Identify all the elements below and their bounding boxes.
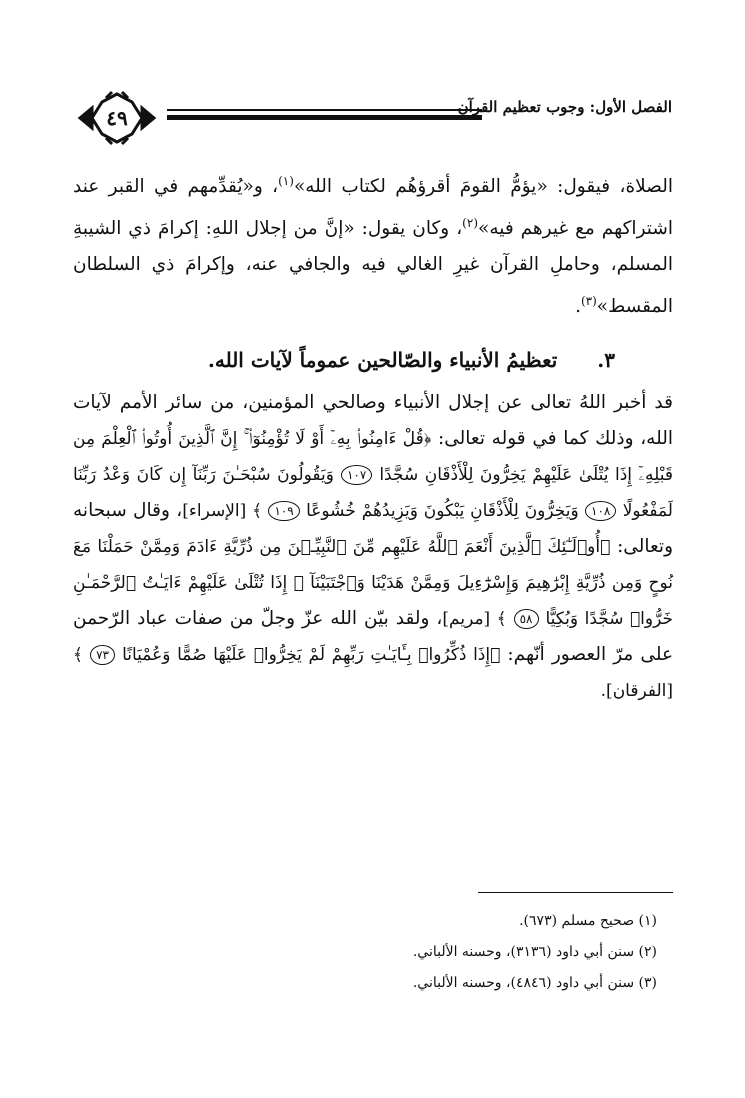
footnote-ref-2: (٢) — [462, 216, 478, 231]
p2-intro: قد أخبر اللهُ تعالى عن إجلال الأنبياء وصالحي المؤمنين، من سائر الأمم لآيات الله، وذلك كما في قوله تعالى: — [73, 392, 673, 449]
p1-line1: الصلاة، فيقول: «يؤمُّ القومَ أقرؤهُم لكتاب الله» — [293, 176, 673, 198]
quran-verse-1: ﴿قُلْ ءَامِنُوا۟ بِهِۦٓ أَوْ لَا تُؤْمِنُوٓا۟ ۚ إِنَّ ٱلَّذِينَ أُوتُوا۟ ٱلْعِلْمَ مِن قَبْلِهِۦٓ إِذَا يُتْلَىٰ عَلَيْهِمْ يَخِرُّونَ لِلْأَذْقَانِ سُجَّدًا — [73, 429, 674, 485]
ayah-marker-107: ١٠٧ — [341, 465, 372, 485]
p1-line4: المقسط» — [596, 296, 673, 318]
paragraph-2 — [73, 385, 673, 709]
footnote-ref-3: (٣) — [580, 294, 597, 309]
quran-verse-2: وَيَقُولُونَ سُبْحَـٰنَ رَبِّنَآ إِن كَانَ وَعْدُ رَبِّنَا لَمَفْعُولًا — [73, 465, 673, 521]
footnote-2: (٢) سنن أبي داود (٣١٣٦)، وحسنه الألباني. — [412, 944, 657, 960]
p1-line1b: ، و«يُقدِّمهم في القبر عند — [73, 176, 279, 198]
surah-ref-maryam: ﴾ [مريم] — [442, 609, 507, 629]
surah-ref-isra: ﴾ [الإسراء] — [182, 501, 263, 521]
section-number: ٣. — [597, 348, 615, 372]
p2-bridge-1: ، وقال سبحانه وتعالى: — [73, 500, 674, 557]
section-heading — [208, 348, 615, 372]
footnotes — [413, 906, 657, 999]
quran-verse-5: ﴿إِذَا ذُكِّرُوا۟ بِـَٔايَـٰتِ رَبِّهِمْ لَمْ يَخِرُّوا۟ عَلَيْهَا صُمًّا وَعُمْيَانًا — [122, 645, 501, 665]
p1-line3: المسلم، وحاملِ القرآن غيرِ الغالي فيه والجافي عنه، وإكرامَ ذي السلطان — [73, 254, 673, 276]
p2-bridge-2: ، ولقد بيّن الله عزّ وجلّ من صفات عباد الرّحمن على مرّ العصور أنّهم: — [73, 608, 673, 665]
p1-line4b: . — [575, 296, 581, 318]
footnote-ref-1: (١) — [278, 174, 294, 188]
quran-verse-3: وَيَخِرُّونَ لِلْأَذْقَانِ يَبْكُونَ وَيَزِيدُهُمْ خُشُوعًا — [306, 501, 579, 521]
ayah-marker-108: ١٠٨ — [585, 501, 616, 521]
p1-line2b: ، وكان يقول: «إنَّ من إجلال اللهِ: إكرامَ ذي الشيبةِ — [73, 218, 463, 240]
section-title: تعظيمُ الأنبياء والصّالحين عموماً لآيات الله. — [207, 348, 558, 372]
footnote-3: (٣) سنن أبي داود (٤٨٤٦)، وحسنه الألباني. — [412, 975, 657, 991]
surah-ref-furqan: ﴾ [الفرقان]. — [73, 645, 673, 701]
page-number-ornament — [72, 88, 162, 148]
page-header — [72, 88, 672, 148]
page-number: ٤٩ — [106, 106, 128, 130]
ayah-marker-109: ١٠٩ — [268, 501, 299, 521]
quran-verse-4: ﴿أُو۟لَـٰٓئِكَ ٱلَّذِينَ أَنْعَمَ ٱللَّهُ عَلَيْهِم مِّنَ ٱلنَّبِيِّـۧنَ مِن ذُرِّيَّةِ ءَادَمَ وَمِمَّنْ حَمَلْنَا مَعَ نُوحٍ وَمِن ذُرِّيَّةِ إِبْرَٰهِيمَ وَإِسْرَٰٓءِيلَ وَمِمَّنْ هَدَيْنَا وَٱجْتَبَيْنَآ ۚ إِذَا تُتْلَىٰ عَلَيْهِمْ ءَايَـٰتُ ٱلرَّحْمَـٰنِ خَرُّوا۟ سُجَّدًا وَبُكِيًّا — [73, 537, 673, 629]
ayah-marker-58: ٥٨ — [514, 609, 539, 629]
footnote-1: (١) صحيح مسلم (٦٧٣). — [519, 913, 657, 929]
footnote-separator — [478, 892, 673, 893]
p1-line2: اشتراكهم مع غيرهم فيه» — [478, 218, 674, 240]
ayah-marker-73: ٧٣ — [90, 645, 115, 665]
chapter-title: الفصل الأول: وجوب تعظيم القرآن — [457, 98, 672, 116]
header-rule — [167, 109, 482, 120]
paragraph-1 — [73, 163, 673, 325]
